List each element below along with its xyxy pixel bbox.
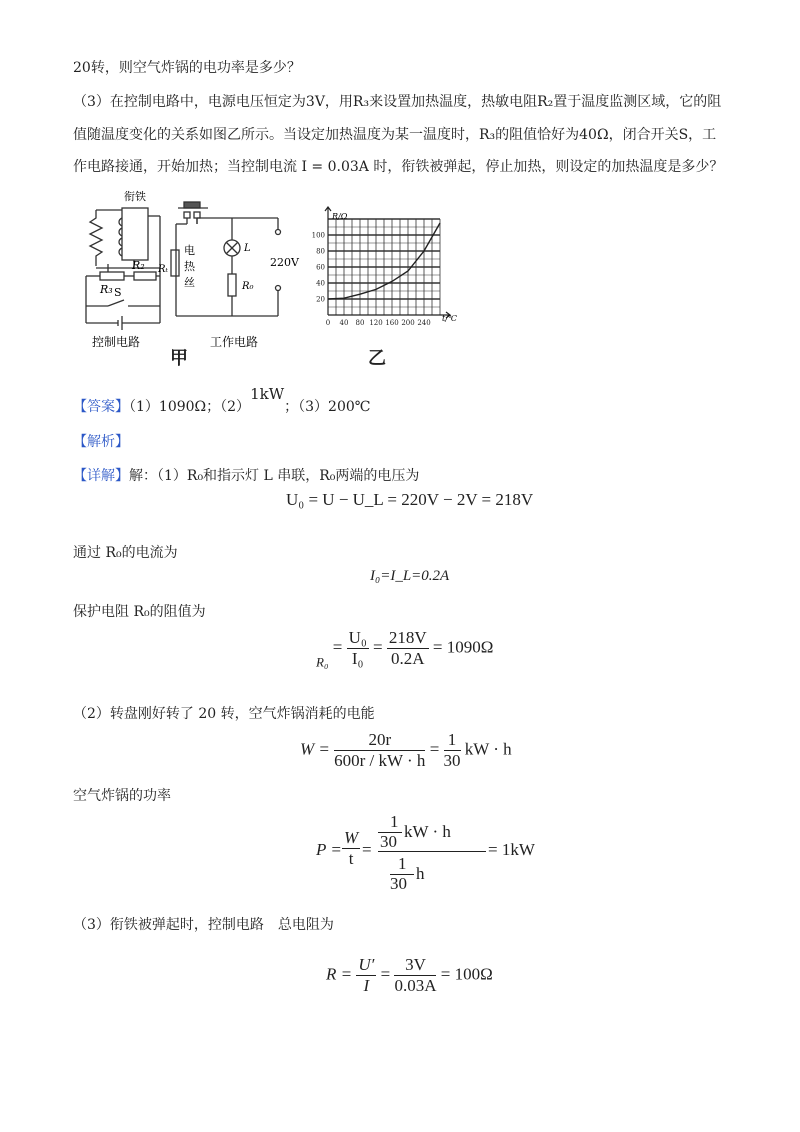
answer-text-2: 1kW [250,385,285,403]
power-text: 空气炸锅的功率 [73,788,171,804]
equation-2: I₀=I_L=0.2A [370,568,450,584]
answer-tag: 【答案】 [73,399,129,415]
eq3-fraction-1: $\frac{\text{U₀}}{\text{I₀}}$ [348,628,367,668]
part3-text: （3）衔铁被弹起时，控制电路 总电阻为 [73,917,334,933]
question-part3-line-1: （3）在控制电路中，电源电压恒定为3V，用R₃来设置加热温度，热敏电阻R₂置于温度监测区域，它的阻 [73,94,722,110]
eq4-fraction-1: $\frac{20r}{600r / kW \cdot h}$ [334,730,426,770]
answer-text-1: （1）1090Ω；（2） [129,399,251,415]
y-tick-label: 100 [311,231,325,240]
label-heater-2: 热 [184,260,195,273]
eq6-lhs: R = [326,964,353,984]
detail-tag: 【详解】 [73,468,129,484]
part2-text: （2）转盘刚好转了 20 转，空气炸锅消耗的电能 [73,706,375,722]
equation-4: W = $\frac{20r}{600r / kW \cdot h}$ = $\frac{1}{30}$ kW · h [300,730,512,770]
answer-line [73,385,371,417]
label-220v: 220V [270,256,299,269]
x-tick-label: 120 [369,319,383,327]
question-part3-line-2: 值随温度变化的关系如图乙所示。当设定加热温度为某一温度时，R₃的阻值恰好为40Ω，闭合开关S，工 [73,127,717,143]
eq6-fraction-2: $\frac{3V}{0.03A}$ [394,955,437,995]
eq4-unit: kW · h [464,739,512,759]
label-r3: R₃ [100,283,113,296]
label-heater-1: 电 [184,244,195,257]
eq4-fraction-2: $\frac{1}{30}$ [443,730,461,770]
current-text: 通过 R₀的电流为 [73,545,178,561]
caption-yi: 乙 [368,348,386,369]
eq4-lhs: W = [300,739,330,759]
label-control-circuit: 控制电路 [92,335,141,349]
resistance-temperature-chart [300,205,460,345]
resistance-text: 保护电阻 R₀的阻值为 [73,604,206,620]
y-tick-label: 80 [316,247,325,256]
analysis-intro: 解：（1）R₀和指示灯 L 串联，R₀两端的电压为 [129,468,420,484]
label-r2: R₂ [132,259,145,272]
question-part3-line-3: 作电路接通，开始加热；当控制电流 I = 0.03A 时，衔铁被弹起，停止加热，则设定的加热温度是多少？ [73,159,724,175]
x-tick-label: 80 [355,319,365,327]
chart-ylabel: R/Ω [332,212,348,221]
label-armature: 衔铁 [124,190,146,203]
label-r0: R₀ [242,281,254,292]
x-tick-label: 160 [385,319,399,327]
eq5-lhs: P = [316,840,342,859]
label-heater-3: 丝 [184,276,195,289]
x-tick-label: 240 [417,319,431,327]
equation-3: $_{R_0}$ = $\frac{\text{U₀}}{\text{I₀}}$ = $\frac{218V}{0.2A}$ = 1090Ω [316,628,494,670]
eq6-fraction-1: $\frac{U'}{I}$ [358,955,375,995]
y-tick-label: 20 [316,295,325,304]
question-line-1: 20转，则空气炸锅的电功率是多少？ [73,60,301,76]
analysis-intro-line [73,466,419,486]
label-switch: S [114,286,122,299]
answer-text-3: ；（3）200℃ [284,399,371,415]
x-tick-label: 40 [339,319,349,327]
caption-jia: 甲 [170,348,188,369]
label-rt: Rₜ [158,264,168,275]
eq3-fraction-2: $\frac{218V}{0.2A}$ [388,628,427,668]
eq3-lhs: R₀ [316,654,329,670]
eq5-result: = 1kW [488,840,535,859]
analysis-tag: 【解析】 [73,434,129,450]
x-tick-label: 0 [325,319,331,327]
chart-xlabel: t/℃ [442,314,457,323]
equation-1: U₀ = U − U_L = 220V − 2V = 218V [286,490,534,509]
eq3-result: = 1090Ω [432,637,494,657]
label-work-circuit: 工作电路 [210,335,259,349]
circuit-diagram [78,188,308,368]
equation-6: R = $\frac{U'}{I}$ = $\frac{3V}{0.03A}$ = 100Ω [326,955,493,995]
y-tick-label: 40 [316,279,325,288]
label-lamp: L [244,243,251,254]
y-tick-label: 60 [316,263,325,272]
eq5-fraction-1: $\frac{W}{t}$ [344,828,359,868]
x-tick-label: 200 [401,319,415,327]
eq6-result: = 100Ω [440,964,493,984]
